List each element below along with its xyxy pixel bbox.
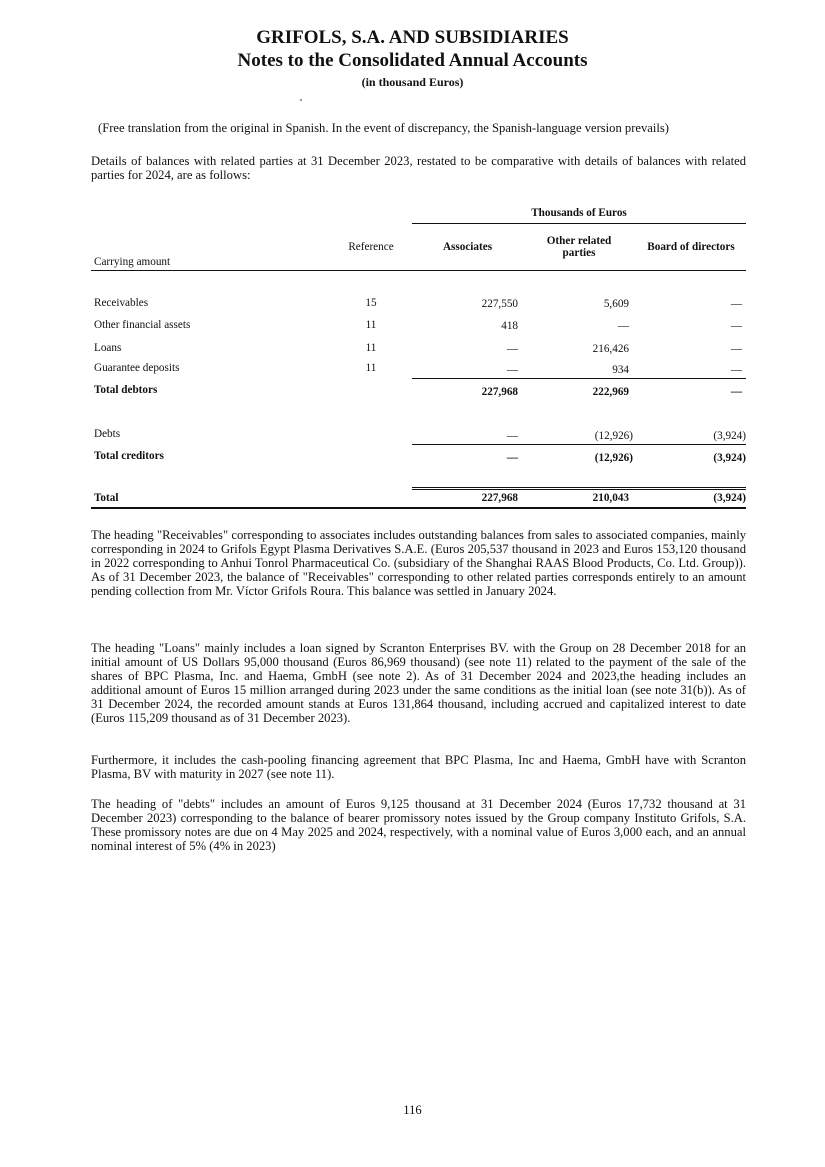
- row-associates: 227,968: [481, 386, 518, 398]
- col-header-associates: Associates: [442, 241, 493, 253]
- subtotal-rule: [412, 378, 746, 379]
- row-other: 222,969: [592, 386, 629, 398]
- col-header-other-line2: parties: [562, 247, 596, 259]
- row-other: 216,426: [592, 343, 629, 355]
- document-title: Notes to the Consolidated Annual Accounts: [237, 50, 588, 71]
- paragraph-loans: The heading "Loans" mainly includes a loan signed by Scranton Enterprises BV. with the Group on 28 December 2018 for an initial amount of US Dollars 95,000 thousand (Euros 86,969 thousand) (see note 11) related to the payment of the sale of the shares of BPC Plasma, Inc. and Haema, GmbH (see note 2). As of 31 December 2024 and 2023,the heading includes an additional amount of Euros 15 million arranged during 2023 under the same conditions as the initial loan (see note 31(b)). As of 31 December 2024, the recorded amount stands at Euros 131,864 thousand, including accrued and capitalized interest to date (Euros 115,209 thousand as of 31 December 2023).: [91, 641, 746, 725]
- row-associates: —: [506, 430, 518, 442]
- col-header-board: Board of directors: [647, 241, 735, 253]
- row-ref: 15: [365, 297, 377, 309]
- row-board: —: [730, 320, 742, 332]
- row-label-other-financial-assets: Other financial assets: [94, 319, 191, 331]
- row-associates: —: [506, 343, 518, 355]
- table-bottom-rule: [91, 507, 746, 509]
- row-other: (12,926): [594, 452, 633, 464]
- col-header-other-line1: Other related: [546, 235, 612, 247]
- row-associates: —: [506, 364, 518, 376]
- company-heading: GRIFOLS, S.A. AND SUBSIDIARIES: [256, 27, 569, 48]
- page-number: 116: [403, 1103, 422, 1117]
- paragraph-cash-pooling: Furthermore, it includes the cash-pooling financing agreement that BPC Plasma, Inc and Haema, GmbH have with Scranton Plasma, BV with maturity in 2027 (see note 11).: [91, 753, 746, 781]
- row-ref: 11: [365, 342, 377, 354]
- paragraph-debts: The heading of "debts" includes an amount of Euros 9,125 thousand at 31 December 2024 (Euros 17,732 thousand at 31 December 2023) corresponding to the balance of bearer promissory notes issued by the Group company Instituto Grifols, S.A. These promissory notes are due on 4 May 2025 and 2024, respectively, with a nominal value of Euros 3,000 each, and an annual nominal interest of 5% (4% in 2023): [91, 797, 746, 853]
- row-label-total-debtors: Total debtors: [94, 384, 158, 396]
- row-label-receivables: Receivables: [94, 297, 149, 309]
- creditors-rule: [412, 444, 746, 445]
- intro-paragraph: Details of balances with related parties at 31 December 2023, restated to be comparative with details of balances with related parties for 2024, are as follows:: [91, 154, 746, 182]
- row-label-loans: Loans: [94, 342, 122, 354]
- total-double-rule-bottom: [412, 489, 746, 490]
- row-other: (12,926): [594, 430, 633, 442]
- paragraph-receivables: The heading "Receivables" corresponding to associates includes outstanding balances from sales to associated companies, mainly corresponding in 2024 to Grifols Egypt Plasma Derivatives S.A.E. (Euros 205,537 thousand in 2023 and Euros 153,120 thousand in 2022 corresponding to Anhui Tonrol Pharmaceutical Co. (subsidiary of the Shanghai RAAS Blood Products, Co. Ltd. Group)). As of 31 December 2023, the balance of "Receivables" corresponding to other related parties corresponds entirely to an amount pending collection from Mr. Víctor Grifols Roura. This balance was settled in January 2024.: [91, 528, 746, 598]
- row-other: 5,609: [603, 298, 629, 310]
- units-subtitle: (in thousand Euros): [361, 75, 464, 89]
- row-board: (3,924): [713, 430, 746, 442]
- row-label-debts: Debts: [94, 428, 121, 440]
- row-board: —: [730, 343, 742, 355]
- row-board: —: [730, 298, 742, 310]
- row-associates: —: [506, 452, 518, 464]
- translation-note: (Free translation from the original in Spanish. In the event of discrepancy, the Spanish-language version prevails): [98, 121, 669, 135]
- row-associates: 227,550: [481, 298, 518, 310]
- row-ref: 11: [365, 319, 377, 331]
- total-double-rule-top: [412, 487, 746, 488]
- row-board: —: [730, 364, 742, 376]
- col-header-carrying-amount: Carrying amount: [94, 256, 171, 268]
- row-associates: 227,968: [481, 492, 518, 504]
- row-associates: 418: [501, 320, 518, 332]
- header-bottom-rule: [91, 270, 746, 271]
- stray-dot: [300, 99, 302, 101]
- row-other: 934: [612, 364, 629, 376]
- row-board: (3,924): [713, 452, 746, 464]
- row-other: —: [617, 320, 629, 332]
- group-header-rule: [412, 223, 746, 224]
- row-board: —: [730, 386, 742, 398]
- row-other: 210,043: [592, 492, 629, 504]
- row-ref: 11: [365, 362, 377, 374]
- row-label-total: Total: [94, 492, 119, 504]
- group-header: Thousands of Euros: [531, 207, 627, 219]
- row-board: (3,924): [713, 492, 746, 504]
- row-label-total-creditors: Total creditors: [94, 450, 164, 462]
- col-header-reference: Reference: [348, 241, 394, 253]
- row-label-guarantee-deposits: Guarantee deposits: [94, 362, 180, 374]
